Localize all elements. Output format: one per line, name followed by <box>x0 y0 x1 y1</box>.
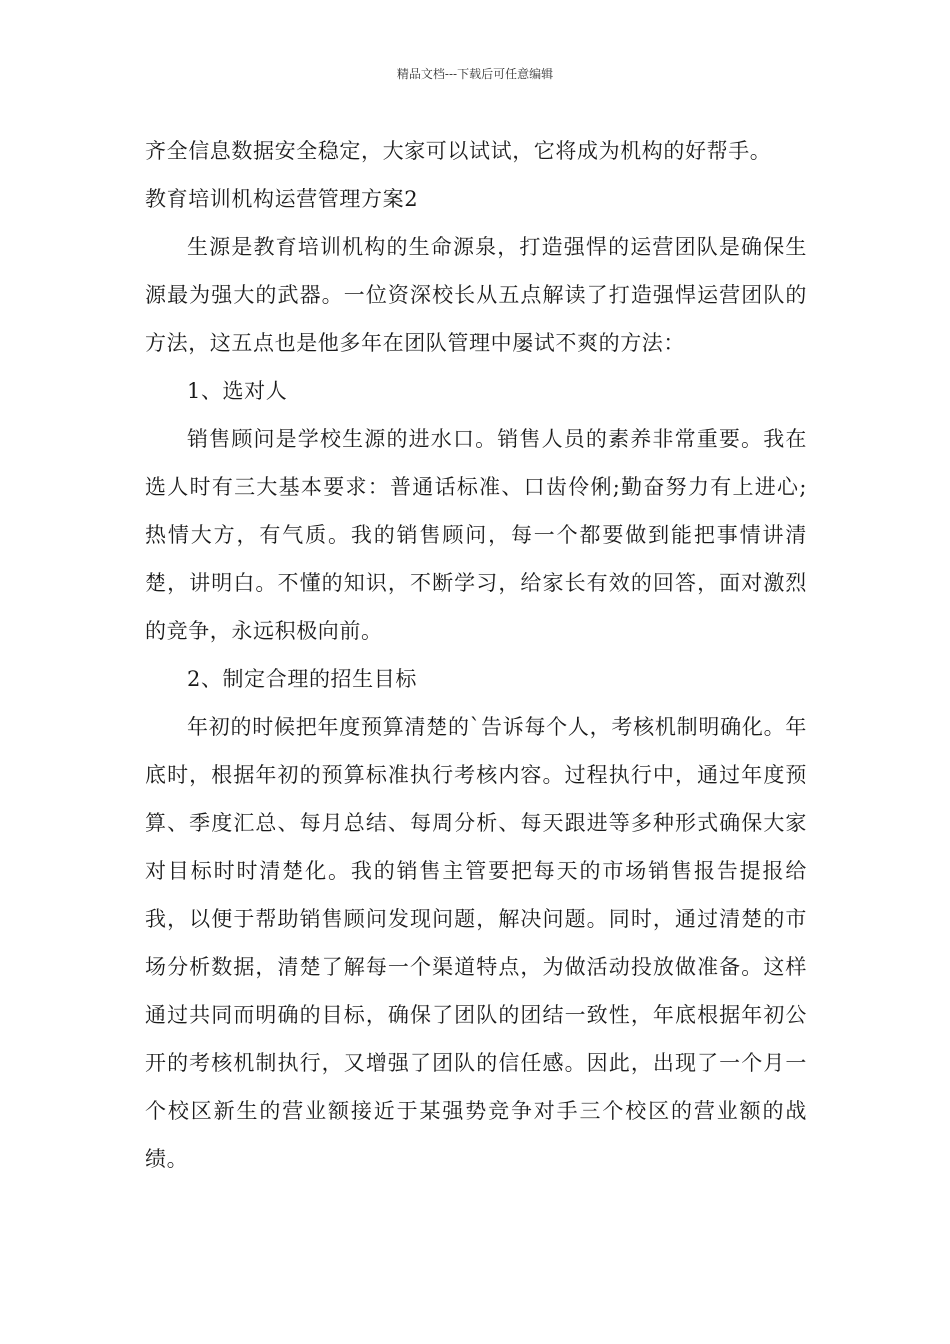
paragraph-2: 年初的时候把年度预算清楚的`告诉每个人，考核机制明确化。年底时，根据年初的预算标准执行考核内容。过程执行中，通过年度预算、季度汇总、每月总结、每周分析、每天跟进等多种形式确保大家对目标时时清楚化。我的销售主管要把每天的市场销售报告提报给我，以便于帮助销售顾问发现问题，解决问题。同时，通过清楚的市场分析数据，清楚了解每一个渠道特点，为做活动投放做准备。这样通过共同而明确的目标，确保了团队的团结一致性，年底根据年初公开的考核机制执行，又增强了团队的信任感。因此，出现了一个月一个校区新生的营业额接近于某强势竞争对手三个校区的营业额的战绩。 <box>145 715 807 1171</box>
paragraph-intro: 生源是教育培训机构的生命源泉，打造强悍的运营团队是确保生源最为强大的武器。一位资深校长从五点解读了打造强悍运营团队的方法，这五点也是他多年在团队管理中屡试不爽的方法： <box>145 235 807 355</box>
list-heading-1: 1、选对人 <box>187 379 288 403</box>
document-body <box>145 127 807 1183</box>
list-heading-2: 2、制定合理的招生目标 <box>187 667 417 691</box>
page-header: 精品文档---下载后可任意编辑 <box>396 67 554 81</box>
paragraph-1: 销售顾问是学校生源的进水口。销售人员的素养非常重要。我在选人时有三大基本要求：普通话标准、口齿伶俐;勤奋努力有上进心;热情大方，有气质。我的销售顾问，每一个都要做到能把事情讲清楚，讲明白。不懂的知识，不断学习，给家长有效的回答，面对激烈的竞争，永远积极向前。 <box>145 427 807 643</box>
section-title: 教育培训机构运营管理方案2 <box>145 187 419 211</box>
paragraph-continuation: 齐全信息数据安全稳定，大家可以试试，它将成为机构的好帮手。 <box>145 139 772 163</box>
